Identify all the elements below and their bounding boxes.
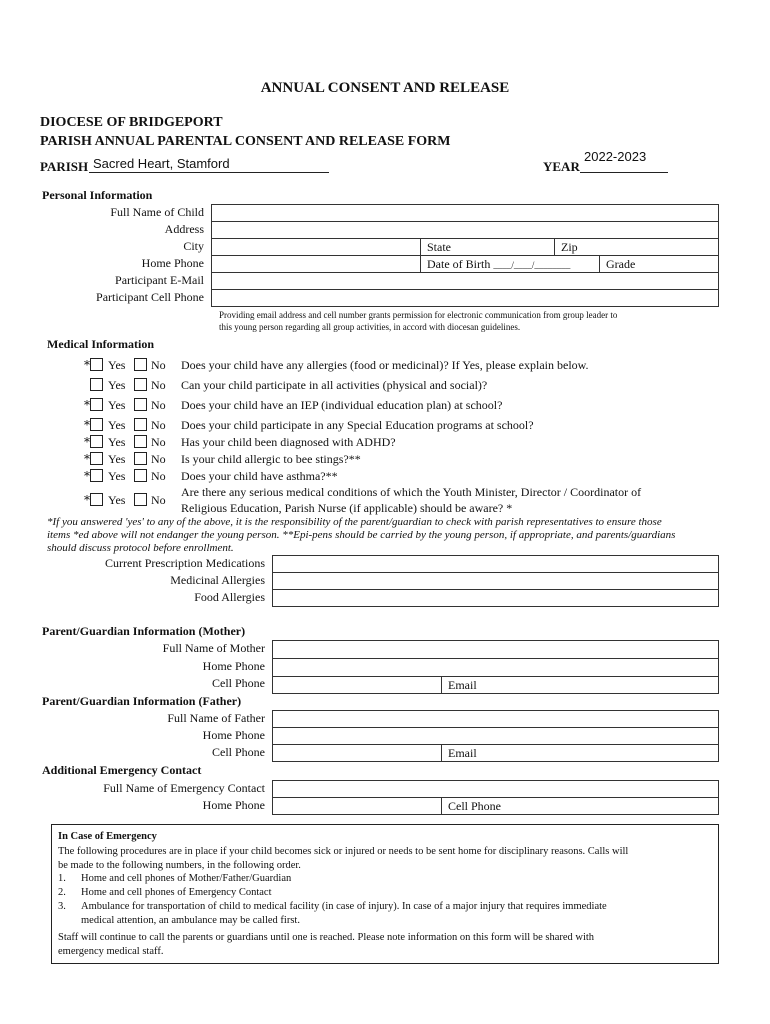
grade-field[interactable] [599,255,719,273]
yes-label: Yes [108,493,126,507]
dob-field[interactable] [420,255,600,273]
dob-blank: ____/____/________ [493,260,571,270]
participant-email-label: Participant E-Mail [115,273,204,287]
child-name-label: Full Name of Child [110,205,204,219]
dob-label: Date of Birth [427,257,491,271]
state-label: State [427,240,451,254]
diocese-heading: DIOCESE OF BRIDGEPORT [40,115,223,130]
list-number-2: 2. [58,887,66,898]
year-label: YEAR [543,159,580,174]
q7-yes-checkbox[interactable] [90,469,103,482]
q1-text: Does your child have any allergies (food or medicinal)? If Yes, please explain below. [181,358,589,372]
list-item-1: Home and cell phones of Mother/Father/Guardian [81,873,292,884]
q8-no-checkbox[interactable] [134,493,147,506]
required-star: * [84,435,90,449]
father-cell-field[interactable] [272,744,442,762]
parish-field[interactable]: Sacred Heart, Stamford [93,156,230,171]
father-email-label: Email [448,746,477,760]
required-star: * [84,469,90,483]
no-label: No [151,452,166,466]
q4-no-checkbox[interactable] [134,418,147,431]
mother-email-field[interactable] [441,676,719,694]
food-allergies-field[interactable] [272,589,719,607]
q3-text: Does your child have an IEP (individual education plan) at school? [181,398,503,412]
required-star: * [84,418,90,432]
city-label: City [183,239,204,253]
q7-no-checkbox[interactable] [134,469,147,482]
no-label: No [151,493,166,507]
parish-label: PARISH [40,159,89,174]
form-title: PARISH ANNUAL PARENTAL CONSENT AND RELEASE FORM [40,134,451,149]
no-label: No [151,398,166,412]
emergency-outro-1: Staff will continue to call the parents or guardians until one is reached. Please note information on this form will be shared with [58,932,595,943]
emergency-contact-heading: Additional Emergency Contact [42,763,202,777]
list-item-2: Home and cell phones of Emergency Contact [81,887,272,898]
list-item-3-line1: Ambulance for transportation of child to medical facility (in case of injury). In case of a major injury that requires immediate [81,901,607,912]
year-field[interactable]: 2022-2023 [584,149,647,164]
father-home-phone-field[interactable] [272,727,719,745]
q6-text: Is your child allergic to bee stings?** [181,452,361,466]
medicinal-allergies-field[interactable] [272,572,719,590]
mother-name-field[interactable] [272,640,719,659]
q7-text: Does your child have asthma?** [181,469,338,483]
yes-label: Yes [108,378,126,392]
q8-text-line2: Religious Education, Parish Nurse (if applicable) should be aware? * [181,501,513,515]
yes-label: Yes [108,398,126,412]
prescriptions-label: Current Prescription Medications [105,556,265,570]
zip-label: Zip [561,240,578,254]
emergency-name-field[interactable] [272,780,719,798]
q6-no-checkbox[interactable] [134,452,147,465]
emergency-name-label: Full Name of Emergency Contact [103,781,265,795]
q8-yes-checkbox[interactable] [90,493,103,506]
food-allergies-label: Food Allergies [194,590,265,604]
city-field[interactable] [211,238,421,256]
father-cell-label: Cell Phone [212,745,265,759]
medical-note-1: *If you answered 'yes' to any of the above, it is the responsibility of the parent/guardian to check with parish representatives to ensure those [47,516,662,528]
zip-field[interactable] [554,238,719,256]
list-number-1: 1. [58,873,66,884]
personal-heading: Personal Information [42,188,153,202]
father-email-field[interactable] [441,744,719,762]
q3-yes-checkbox[interactable] [90,398,103,411]
address-label: Address [164,222,204,236]
emergency-home-phone-field[interactable] [272,797,442,815]
yes-label: Yes [108,435,126,449]
state-field[interactable] [420,238,555,256]
q2-text: Can your child participate in all activities (physical and social)? [181,378,488,392]
mother-heading: Parent/Guardian Information (Mother) [42,624,246,638]
child-name-field[interactable] [211,204,719,222]
no-label: No [151,435,166,449]
no-label: No [151,378,166,392]
emergency-box-heading: In Case of Emergency [58,831,157,842]
home-phone-label: Home Phone [141,256,204,270]
q5-no-checkbox[interactable] [134,435,147,448]
q8-text-line1: Are there any serious medical conditions of which the Youth Minister, Director / Coordinator of [181,485,642,499]
emergency-cell-field[interactable] [441,797,719,815]
required-star: * [84,398,90,412]
emergency-intro-1: The following procedures are in place if your child becomes sick or injured or needs to be sent home for disciplinary reasons. Calls will [58,846,629,857]
q6-yes-checkbox[interactable] [90,452,103,465]
list-number-3: 3. [58,901,66,912]
medical-heading: Medical Information [47,337,154,351]
grade-label: Grade [606,257,636,271]
q5-text: Has your child been diagnosed with ADHD? [181,435,396,449]
home-phone-field[interactable] [211,255,421,273]
no-label: No [151,418,166,432]
address-field[interactable] [211,221,719,239]
mother-email-label: Email [448,678,477,692]
father-name-field[interactable] [272,710,719,728]
yes-label: Yes [108,452,126,466]
no-label: No [151,469,166,483]
required-star: * [84,452,90,466]
list-item-3-line2: medical attention, an ambulance may be called first. [81,915,300,926]
medicinal-allergies-label: Medicinal Allergies [170,573,265,587]
father-name-label: Full Name of Father [167,711,265,725]
participant-cell-field[interactable] [211,289,719,307]
year-line [580,172,668,173]
q2-no-checkbox[interactable] [134,378,147,391]
mother-name-label: Full Name of Mother [162,641,265,655]
q2-yes-checkbox[interactable] [90,378,103,391]
yes-label: Yes [108,358,126,372]
q3-no-checkbox[interactable] [134,398,147,411]
required-star: * [84,358,90,372]
emergency-home-phone-label: Home Phone [202,798,265,812]
emergency-intro-2: be made to the following numbers, in the following order. [58,860,301,871]
q1-yes-checkbox[interactable] [90,358,103,371]
permission-note-2: this young person regarding all group activities, in accord with diocesan guidelines. [219,322,521,332]
participant-email-field[interactable] [211,272,719,290]
mother-cell-label: Cell Phone [212,676,265,690]
q1-no-checkbox[interactable] [134,358,147,371]
q4-yes-checkbox[interactable] [90,418,103,431]
page-title: ANNUAL CONSENT AND RELEASE [260,80,510,96]
no-label: No [151,358,166,372]
q5-yes-checkbox[interactable] [90,435,103,448]
yes-label: Yes [108,418,126,432]
medical-note-2: items *ed above will not endanger the young person. **Epi-pens should be carried by the young person, if appropriate, and parents/guardians [47,529,676,541]
father-heading: Parent/Guardian Information (Father) [42,694,242,708]
mother-home-phone-label: Home Phone [202,659,265,673]
q4-text: Does your child participate in any Special Education programs at school? [181,418,534,432]
required-star: * [84,493,90,507]
mother-home-phone-field[interactable] [272,658,719,677]
emergency-cell-label: Cell Phone [448,799,501,813]
permission-note-1: Providing email address and cell number grants permission for electronic communication from group leader to [219,310,618,320]
mother-cell-field[interactable] [272,676,442,694]
father-home-phone-label: Home Phone [202,728,265,742]
prescriptions-field[interactable] [272,555,719,573]
participant-cell-label: Participant Cell Phone [96,290,204,304]
parish-line [89,172,329,173]
emergency-outro-2: emergency medical staff. [58,946,164,957]
yes-label: Yes [108,469,126,483]
medical-note-3: should discuss protocol before enrollment. [47,542,234,554]
